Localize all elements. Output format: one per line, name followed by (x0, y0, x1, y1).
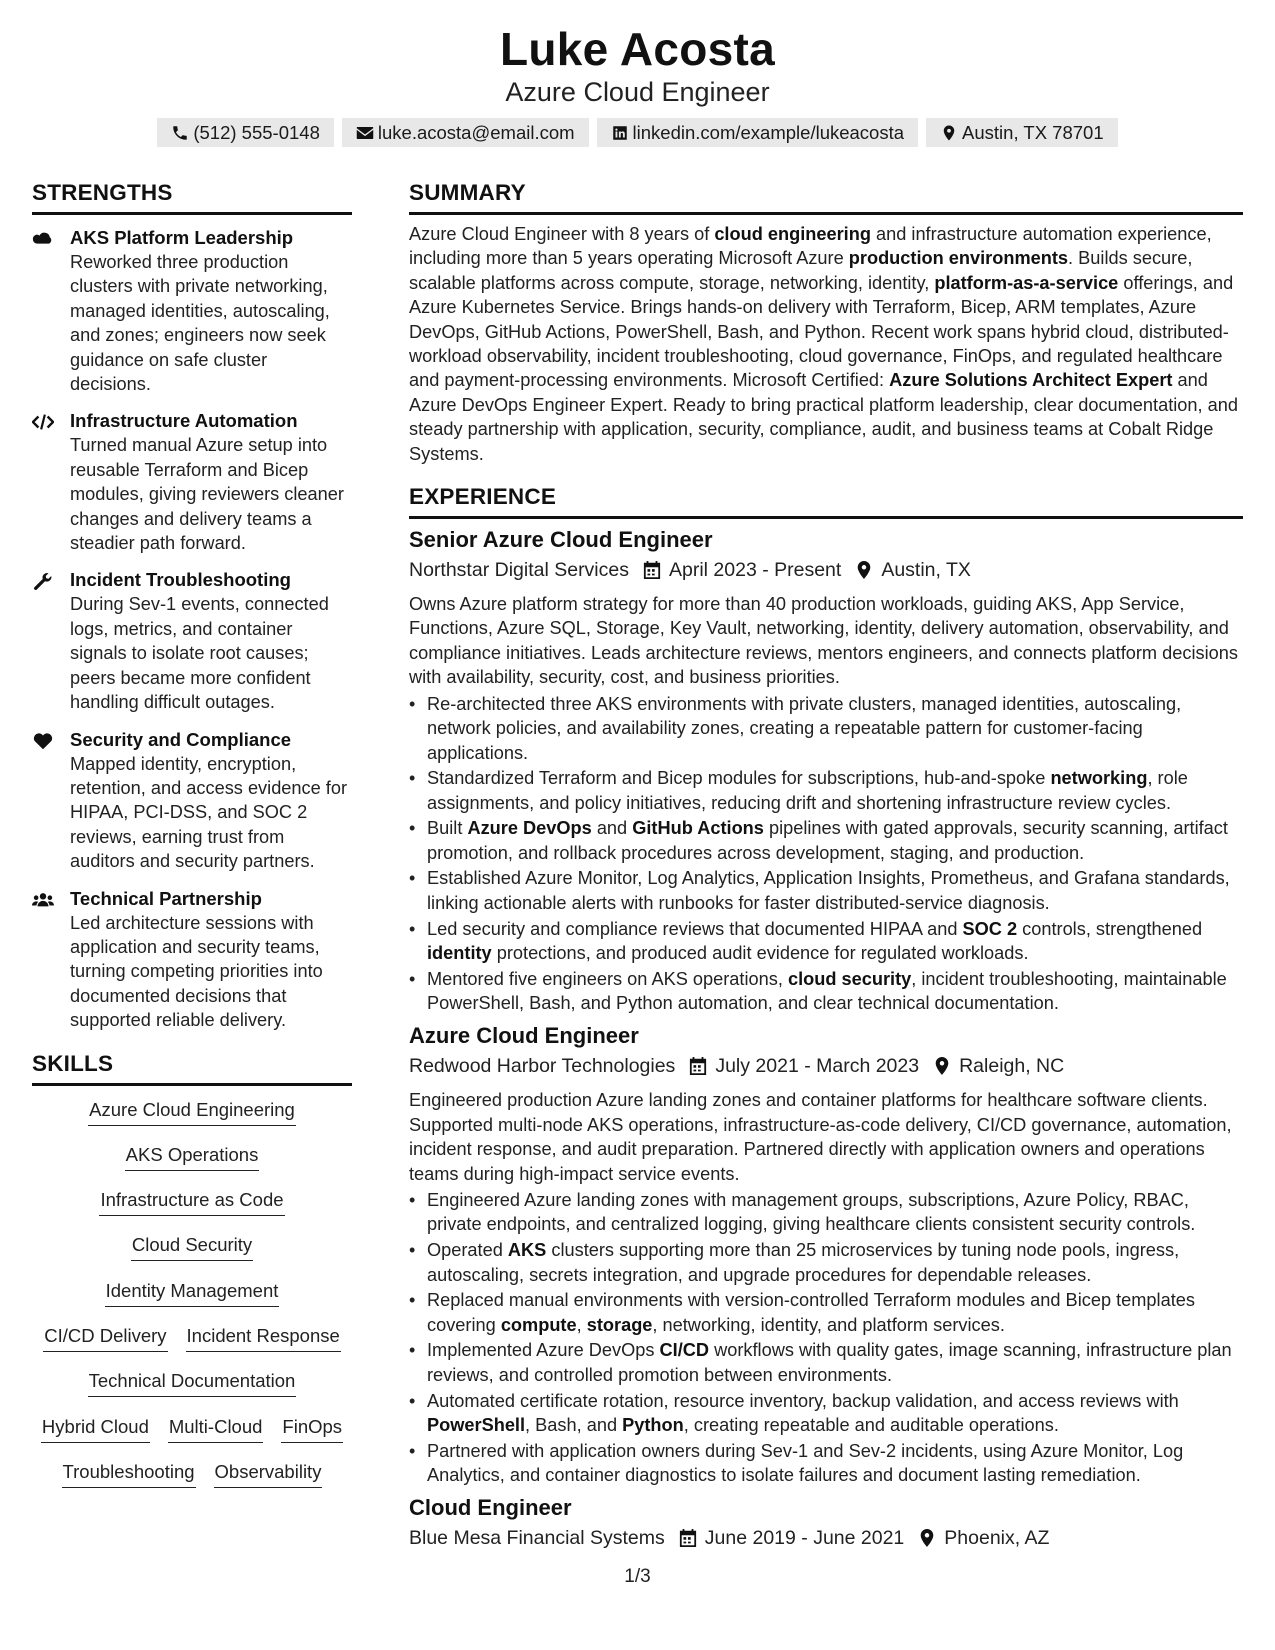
job-meta (409, 1052, 1243, 1080)
text-run: Engineered Azure landing zones with management groups, subscriptions, Azure Policy, RBAC, private endpoints, and centralized logging, giving healthcare clients consistent security controls. (427, 1190, 1196, 1235)
contact-location-text: Austin, TX 78701 (962, 121, 1104, 143)
job-title: Cloud Engineer (409, 1495, 572, 1521)
job-company: Northstar Digital Services (409, 559, 629, 582)
contact-email-text: luke.acosta@email.com (377, 121, 575, 143)
skill-row (32, 1233, 352, 1278)
bold-keyword: platform-as-a-service (934, 272, 1119, 293)
job-bullets (409, 692, 1243, 1016)
skill-row (32, 1188, 352, 1233)
bullet-item (409, 1188, 1243, 1237)
contact-phone-text: (512) 555-0148 (193, 121, 320, 143)
text-run: Led security and compliance reviews that documented HIPAA and (427, 918, 963, 939)
job-description: Owns Azure platform strategy for more than 40 production workloads, guiding AKS, App Service, Functions, Azure SQL, Storage, Key Vault, networking, identity, delivery automation, observability, and compliance initiatives. Leads architecture reviews, mentors engineers, and connects platform decisions with availability, security, cost, and business priorities. (409, 594, 1238, 688)
skill-tag: AKS Operations (125, 1143, 260, 1171)
text-run: Established Azure Monitor, Log Analytics, Application Insights, Prometheus, and Grafana standards, linking actionable alerts with runbooks for faster distributed-service diagnosis. (427, 868, 1230, 913)
bullet-dot: • (409, 1340, 416, 1361)
page-number: 1/3 (624, 1566, 651, 1587)
strength-desc: Reworked three production clusters with private networking, managed identities, autoscaling, and zones; engineers now seek guidance on safe cluster decisions. (70, 252, 330, 395)
cloud-icon (32, 229, 54, 249)
job-entry (409, 525, 1243, 1015)
skill-tag: Hybrid Cloud (41, 1415, 150, 1443)
bullet-item (409, 1389, 1243, 1438)
users-icon (32, 890, 54, 910)
skill-tag: Observability (214, 1460, 323, 1488)
linkedin-icon (611, 124, 629, 142)
strength-desc: Mapped identity, encryption, retention, and access evidence for HIPAA, PCI-DSS, and SOC 2 reviews, earning trust from auditors and security partners. (70, 753, 348, 872)
bullet-dot: • (409, 868, 416, 889)
wrench-icon (32, 571, 54, 591)
bold-keyword: identity (427, 942, 492, 963)
envelope-icon (356, 124, 374, 142)
strength-desc: Turned manual Azure setup into reusable Terraform and Bicep modules, giving reviewers cleaner changes and delivery teams a steadier path forward. (70, 435, 344, 554)
skill-tag: Identity Management (105, 1279, 280, 1307)
bold-keyword: GitHub Actions (632, 818, 764, 839)
text-run: Partnered with application owners during Sev-1 and Sev-2 incidents, using Azure Monitor, Log Analytics, and container diagnostics to isolate failures and document lasting remediation. (427, 1440, 1184, 1486)
location-pin-icon (940, 124, 958, 142)
bullet-item (409, 917, 1243, 966)
text-run: , incident troubleshooting, maintainable PowerShell, Bash, and Python automation, and clear technical documentation. (427, 968, 1227, 1014)
bullet-dot: • (409, 693, 416, 714)
text-run: and (591, 818, 633, 839)
bullet-text (427, 967, 1243, 1016)
strength-name: Infrastructure Automation (70, 410, 298, 432)
bold-keyword: Azure DevOps (467, 818, 592, 839)
bullet-text (427, 1238, 1243, 1287)
job-company: Redwood Harbor Technologies (409, 1055, 676, 1078)
skill-tag: Incident Response (186, 1324, 341, 1352)
bullet-text (427, 917, 1243, 966)
bullet-text (427, 1288, 1243, 1337)
skill-row (32, 1324, 352, 1369)
skill-tag: Multi-Cloud (168, 1415, 264, 1443)
skill-tag: Technical Documentation (88, 1369, 297, 1397)
bullet-item (409, 1288, 1243, 1337)
text-run: Operated (427, 1240, 508, 1261)
skill-tag: Troubleshooting (62, 1460, 196, 1488)
bold-keyword: networking (1050, 768, 1148, 789)
text-run: Built (427, 818, 468, 839)
job-bullets (409, 1188, 1243, 1487)
calendar-icon (643, 560, 661, 580)
bullet-text (427, 692, 1243, 765)
resume-header (0, 22, 1275, 147)
strength-name: Security and Compliance (70, 728, 292, 750)
bullet-text (427, 816, 1243, 865)
skill-tag: CI/CD Delivery (43, 1324, 167, 1352)
contact-bar (0, 118, 1275, 147)
job-description: Engineered production Azure landing zones and container platforms for healthcare software clients. Supported multi-node AKS operations, infrastructure-as-code delivery, CI/CD governance, automation, incident response, and audit preparation. Partnered directly with application owners and operations teams during high-impact service events. (409, 1090, 1232, 1184)
bold-keyword: AKS (507, 1240, 547, 1261)
strength-item (32, 567, 352, 714)
text-run: Standardized Terraform and Bicep modules for subscriptions, hub-and-spoke (427, 768, 1051, 789)
job-title: Senior Azure Cloud Engineer (409, 527, 713, 553)
job-title: Azure Cloud Engineer (409, 1023, 639, 1049)
job-dates: July 2021 - March 2023 (715, 1055, 920, 1078)
candidate-title: Azure Cloud Engineer (505, 77, 770, 107)
bold-keyword: cloud engineering (714, 224, 871, 244)
text-run: Azure Cloud Engineer with 8 years of (409, 224, 715, 244)
strength-item (32, 225, 352, 396)
bullet-text (427, 766, 1243, 815)
text-run: Re-architected three AKS environments with private clusters, managed identities, autoscaling, network policies, and availability zones, creating a repeatable pattern for customer-facing applications. (427, 693, 1182, 763)
left-column (32, 178, 352, 1505)
bullet-text (427, 1389, 1243, 1438)
summary-heading: SUMMARY (409, 178, 1243, 215)
bullet-item (409, 816, 1243, 865)
bold-keyword: Python (622, 1414, 684, 1435)
skill-tag: Azure Cloud Engineering (88, 1098, 296, 1126)
strength-name: Incident Troubleshooting (70, 569, 291, 591)
bullet-dot: • (409, 1440, 416, 1461)
bold-keyword: compute (500, 1314, 577, 1335)
location-pin-icon (918, 1528, 936, 1548)
bullet-item (409, 766, 1243, 815)
contact-email (342, 118, 589, 147)
contact-location (926, 118, 1118, 147)
strength-name: Technical Partnership (70, 887, 262, 909)
text-run: Replaced manual environments with version-controlled Terraform modules and Bicep templates covering (427, 1290, 1195, 1335)
text-run: , creating repeatable and auditable operations. (683, 1414, 1059, 1435)
strength-item (32, 408, 352, 555)
text-run: and infrastructure automation experience, including more than 5 years operating Microsoft Azure (409, 224, 1212, 269)
contact-linkedin (597, 118, 918, 147)
job-dates: June 2019 - June 2021 (704, 1527, 905, 1550)
text-run: clusters supporting more than 25 microservices by tuning node pools, ingress, autoscaling, secrets integration, and upgrade procedures for dependable releases. (427, 1240, 1180, 1285)
bullet-dot: • (409, 1190, 416, 1211)
bullet-dot: • (409, 1390, 416, 1411)
strength-desc: During Sev-1 events, connected logs, metrics, and container signals to isolate root causes; peers became more confident handling difficult outages. (70, 594, 329, 713)
calendar-icon (679, 1528, 697, 1548)
summary-text (409, 222, 1243, 466)
text-run: protections, and produced audit evidence for regulated workloads. (491, 942, 1029, 963)
text-run: Implemented Azure DevOps (427, 1340, 660, 1361)
calendar-icon (689, 1056, 707, 1076)
bold-keyword: PowerShell (427, 1414, 526, 1435)
bold-keyword: CI/CD (659, 1340, 710, 1361)
text-run: workflows with quality gates, image scanning, infrastructure plan reviews, and controlled promotion between environments. (427, 1340, 1232, 1385)
bullet-dot: • (409, 1290, 416, 1311)
location-pin-icon (855, 560, 873, 580)
strength-item (32, 886, 352, 1033)
bold-keyword: production environments (848, 248, 1069, 269)
text-run: controls, strengthened (1017, 918, 1203, 939)
bullet-item (409, 1238, 1243, 1287)
job-location: Raleigh, NC (959, 1055, 1065, 1078)
skill-tag: Infrastructure as Code (99, 1188, 284, 1216)
skills-list (32, 1098, 352, 1506)
bullet-item (409, 1338, 1243, 1387)
skill-row (32, 1369, 352, 1414)
skills-heading: SKILLS (32, 1049, 352, 1086)
strengths-list (32, 225, 352, 1033)
experience-section (409, 482, 1243, 1552)
phone-icon (171, 124, 189, 142)
skill-row (32, 1143, 352, 1188)
bullet-dot: • (409, 968, 416, 989)
text-run: , (576, 1314, 587, 1335)
text-run: and Azure DevOps Engineer Expert. Ready to bring practical platform leadership, clear documentation, and steady partnership with application, security, compliance, audit, and business teams at Cobalt Ridge Systems. (409, 370, 1238, 464)
text-run: pipelines with gated approvals, security scanning, artifact promotion, and rollback procedures across development, staging, and production. (427, 818, 1228, 863)
bullet-item (409, 1439, 1243, 1488)
bullet-dot: • (409, 768, 416, 789)
skill-tag: Cloud Security (131, 1233, 253, 1261)
skill-row (32, 1415, 352, 1460)
text-run: , networking, identity, and platform services. (652, 1314, 1005, 1335)
strengths-heading: STRENGTHS (32, 178, 352, 215)
bold-keyword: Azure Solutions Architect Expert (889, 370, 1173, 391)
skills-section (32, 1049, 352, 1506)
job-dates: April 2023 - Present (668, 559, 842, 582)
skill-tag: FinOps (281, 1415, 343, 1443)
skill-row (32, 1279, 352, 1324)
bold-keyword: cloud security (787, 968, 912, 989)
job-company: Blue Mesa Financial Systems (409, 1527, 665, 1550)
experience-heading: EXPERIENCE (409, 482, 1243, 519)
job-entry (409, 1493, 1243, 1552)
bullet-text (427, 1338, 1243, 1387)
candidate-name: Luke Acosta (499, 23, 776, 75)
bullet-dot: • (409, 1240, 416, 1261)
text-run: , Bash, and (525, 1414, 623, 1435)
right-column (409, 178, 1243, 1552)
bold-keyword: SOC 2 (962, 918, 1018, 939)
text-run: offerings, and Azure Kubernetes Service. Brings hands-on delivery with Terraform, Bicep, ARM templates, Azure DevOps, GitHub Actions, PowerShell, Bash, and Python. Recent work spans hybrid cloud, distributed-workload observability, incident troubleshooting, cloud governance, FinOps, and regulated healthcare and payment-processing environments. Microsoft Certified: (409, 272, 1234, 391)
bullet-item (409, 692, 1243, 765)
strength-desc: Led architecture sessions with application and security teams, turning competing priorities into documented decisions that supported reliable delivery. (70, 912, 323, 1031)
bullet-text (427, 1439, 1243, 1488)
bullet-dot: • (409, 918, 416, 939)
strength-item (32, 727, 352, 874)
bullet-item (409, 866, 1243, 915)
bullet-dot: • (409, 818, 416, 839)
job-meta (409, 556, 1243, 584)
code-icon (32, 412, 54, 432)
bold-keyword: storage (586, 1314, 653, 1335)
text-run: , role assignments, and policy initiatives, reducing drift and shortening infrastructure review cycles. (427, 768, 1188, 813)
strength-name: AKS Platform Leadership (70, 227, 294, 248)
text-run: Automated certificate rotation, resource inventory, backup validation, and access reviews with (427, 1390, 1179, 1411)
bullet-text (427, 866, 1243, 915)
bullet-item (409, 967, 1243, 1016)
job-location: Austin, TX (881, 559, 971, 582)
job-meta (409, 1524, 1243, 1552)
job-entry (409, 1021, 1243, 1487)
text-run: . Builds secure, scalable platforms across compute, storage, networking, identity, (409, 248, 1193, 293)
location-pin-icon (933, 1056, 951, 1076)
skill-row (32, 1460, 352, 1505)
bullet-text (427, 1188, 1243, 1237)
heart-icon (32, 731, 54, 751)
contact-linkedin-text: linkedin.com/example/lukeacosta (632, 121, 905, 143)
contact-phone (157, 118, 334, 147)
job-list (409, 525, 1243, 1552)
job-location: Phoenix, AZ (944, 1527, 1050, 1550)
skill-row (32, 1098, 352, 1143)
text-run: Mentored five engineers on AKS operations, (427, 968, 788, 989)
